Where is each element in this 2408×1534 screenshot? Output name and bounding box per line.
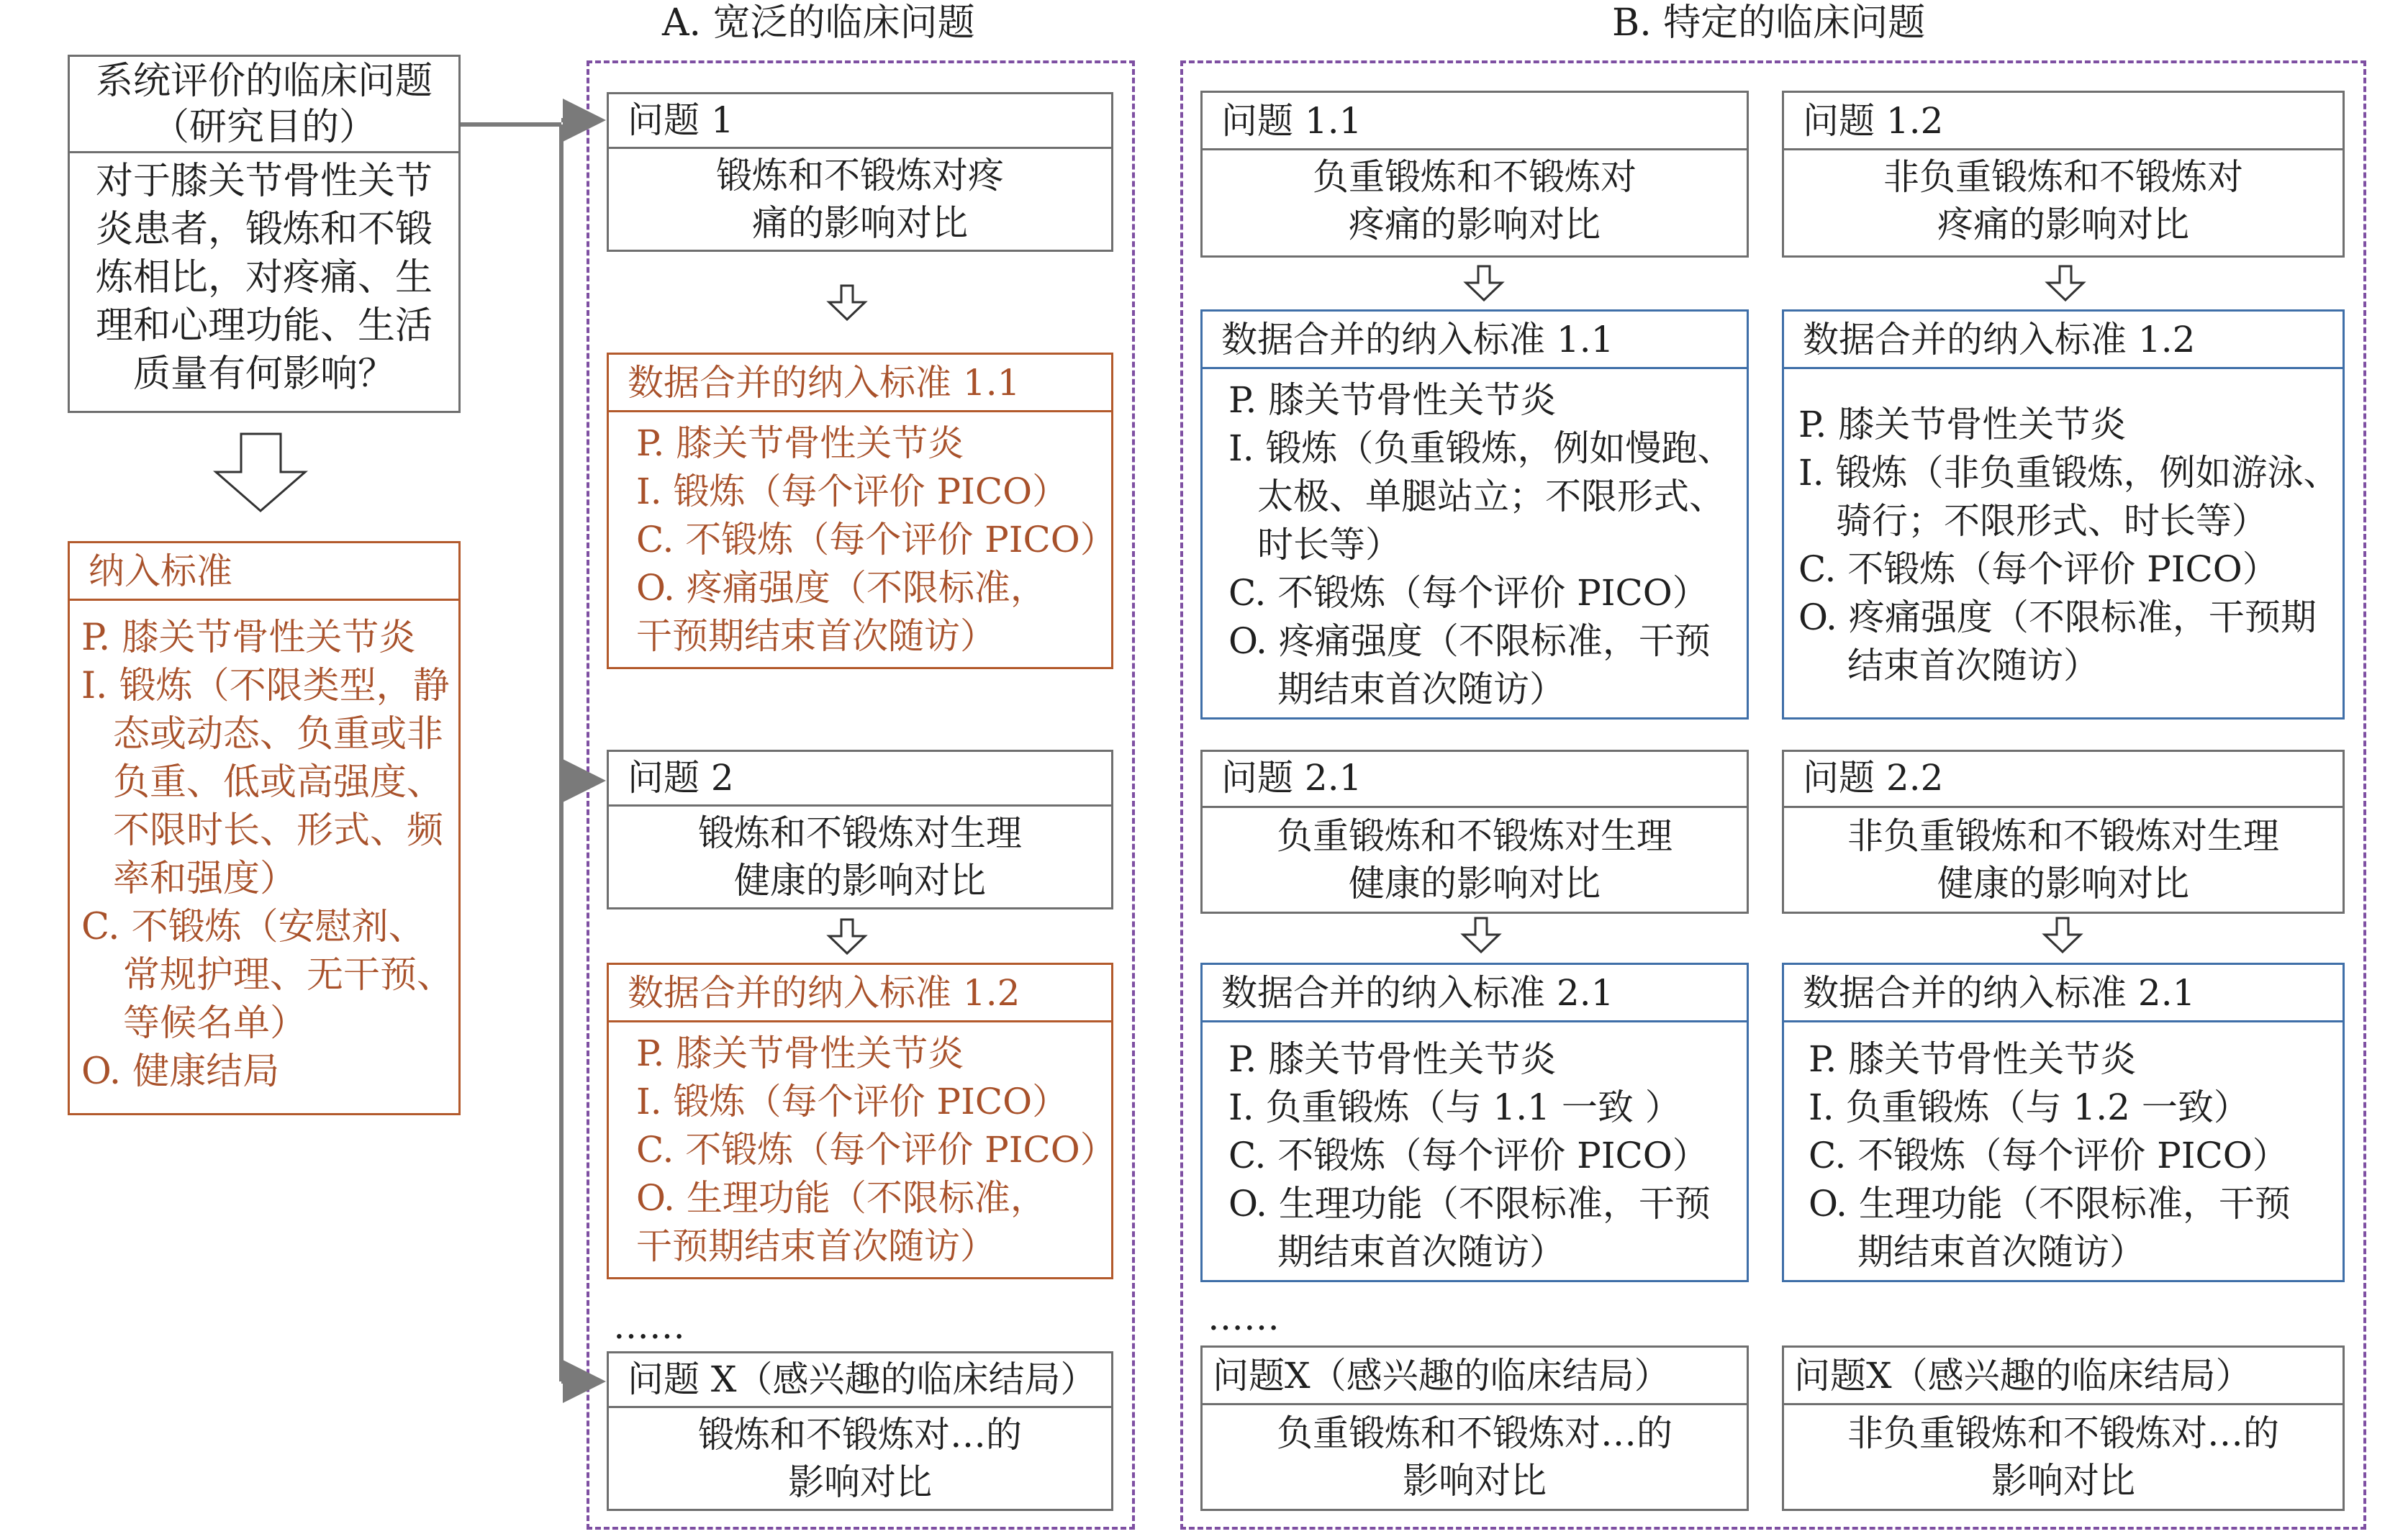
criteria-line: 骑行；不限形式、时长等） — [1836, 500, 2268, 542]
question-line: 影响对比 — [788, 1461, 932, 1503]
specific-question-x-2 — [1782, 1345, 2345, 1511]
criteria-line: 结束首次随访） — [1847, 645, 2099, 686]
review-question-line: 对于膝关节骨性关节 — [95, 160, 433, 203]
specific-criteria-2-1-title: 数据合并的纳入标准 2.1 — [1203, 965, 1747, 1022]
criteria-line: 期结束首次随访） — [1277, 668, 1565, 710]
criteria-line: 期结束首次随访） — [1857, 1231, 2145, 1273]
question-line: 非负重锻炼和不锻炼对…的 — [1847, 1412, 2279, 1454]
broad-question-1-title: 问题 1 — [609, 94, 1111, 149]
broad-criteria-1-1-title: 数据合并的纳入标准 1.1 — [609, 355, 1111, 412]
inclusion-line: I. 锻炼（不限类型，静 — [81, 665, 450, 707]
review-question-subtitle: （研究目的） — [151, 106, 376, 149]
review-question-box — [68, 55, 461, 413]
criteria-line: I. 锻炼（负重锻炼，例如慢跑、 — [1228, 427, 1734, 469]
question-line: 健康的影响对比 — [734, 860, 986, 902]
criteria-line: C. 不锻炼（每个评价 PICO） — [1809, 1135, 2289, 1176]
criteria-line: P. 膝关节骨性关节炎 — [636, 422, 964, 464]
criteria-line: P. 膝关节骨性关节炎 — [1228, 1038, 1557, 1080]
question-line: 健康的影响对比 — [1349, 863, 1601, 904]
criteria-line: O. 疼痛强度（不限标准，干预 — [1228, 620, 1711, 662]
criteria-line: I. 负重锻炼（与 1.1 一致 ） — [1228, 1086, 1681, 1128]
question-line: 非负重锻炼和不锻炼对生理 — [1847, 815, 2279, 857]
criteria-line: O. 疼痛强度（不限标准， — [636, 567, 1046, 609]
criteria-line: O. 疼痛强度（不限标准，干预期 — [1798, 596, 2317, 638]
review-question-line: 炎患者，锻炼和不锻 — [95, 208, 433, 251]
criteria-line: P. 膝关节骨性关节炎 — [1798, 404, 2127, 445]
specific-criteria-1-2-title: 数据合并的纳入标准 1.2 — [1784, 312, 2343, 369]
specific-question-2-1 — [1200, 750, 1749, 914]
criteria-line: 太极、单腿站立；不限形式、 — [1257, 476, 1725, 517]
criteria-line: 时长等） — [1257, 524, 1401, 566]
inclusion-line: 率和强度） — [113, 858, 297, 900]
specific-question-x-1 — [1200, 1345, 1749, 1511]
broad-question-x-title: 问题 X（感兴趣的临床结局） — [609, 1353, 1111, 1408]
specific-criteria-2-1 — [1200, 963, 1749, 1282]
specific-question-2-1-title: 问题 2.1 — [1203, 752, 1747, 808]
question-line: 锻炼和不锻炼对疼 — [716, 155, 1004, 196]
question-line: 健康的影响对比 — [1937, 863, 2189, 904]
inclusion-line: 负重、低或高强度、 — [113, 761, 444, 804]
specific-question-1-2 — [1782, 91, 2345, 258]
question-line: 疼痛的影响对比 — [1937, 204, 2189, 245]
specific-criteria-2-2-title: 数据合并的纳入标准 2.1 — [1784, 965, 2343, 1022]
question-line: 痛的影响对比 — [752, 202, 968, 244]
question-line: 锻炼和不锻炼对生理 — [698, 812, 1022, 854]
inclusion-criteria-title: 纳入标准 — [70, 543, 458, 601]
specific-question-2-2-title: 问题 2.2 — [1784, 752, 2343, 808]
specific-criteria-1-2 — [1782, 309, 2345, 720]
question-line: 影响对比 — [1991, 1460, 2135, 1502]
criteria-line: I. 锻炼（每个评价 PICO） — [636, 1081, 1069, 1122]
question-line: 影响对比 — [1403, 1460, 1547, 1502]
inclusion-line: 等候名单） — [123, 1002, 307, 1045]
inclusion-line: 常规护理、无干预、 — [123, 954, 454, 997]
inclusion-line: C. 不锻炼（安慰剂、 — [81, 906, 425, 948]
inclusion-line: 不限时长、形式、频 — [113, 809, 444, 852]
review-question-line: 质量有何影响？ — [132, 353, 395, 396]
question-line: 疼痛的影响对比 — [1349, 204, 1601, 245]
section-a-title: A. 宽泛的临床问题 — [662, 1, 975, 45]
broad-criteria-1-2 — [607, 963, 1116, 1279]
review-question-title: 系统评价的临床问题 — [95, 60, 433, 103]
criteria-line: 期结束首次随访） — [1277, 1231, 1565, 1273]
criteria-line: 干预期结束首次随访） — [636, 1225, 996, 1267]
broad-question-2 — [607, 750, 1113, 909]
specific-criteria-2-2 — [1782, 963, 2345, 1282]
specific-question-x-1-title: 问题X（感兴趣的临床结局） — [1203, 1348, 1747, 1405]
question-line: 负重锻炼和不锻炼对生理 — [1277, 815, 1673, 857]
criteria-line: C. 不锻炼（每个评价 PICO） — [1228, 572, 1708, 614]
broad-ellipsis: …… — [613, 1305, 685, 1347]
specific-question-1-1 — [1200, 91, 1749, 258]
specific-question-x-2-title: 问题X（感兴趣的临床结局） — [1784, 1348, 2343, 1405]
criteria-line: C. 不锻炼（每个评价 PICO） — [1798, 548, 2278, 590]
inclusion-line: 态或动态、负重或非 — [113, 713, 444, 755]
criteria-line: P. 膝关节骨性关节炎 — [636, 1032, 964, 1074]
criteria-line: I. 锻炼（每个评价 PICO） — [636, 471, 1069, 512]
review-question-line: 炼相比，对疼痛、生 — [95, 256, 433, 299]
criteria-line: C. 不锻炼（每个评价 PICO） — [636, 1129, 1116, 1171]
specific-criteria-1-1 — [1200, 309, 1749, 720]
question-line: 非负重锻炼和不锻炼对 — [1883, 156, 2243, 198]
criteria-line: P. 膝关节骨性关节炎 — [1228, 379, 1557, 421]
criteria-line: P. 膝关节骨性关节炎 — [1809, 1038, 2137, 1080]
question-line: 负重锻炼和不锻炼对…的 — [1277, 1412, 1673, 1454]
broad-question-2-title: 问题 2 — [609, 752, 1111, 807]
broad-question-x — [607, 1351, 1113, 1511]
criteria-line: I. 锻炼（非负重锻炼，例如游泳、 — [1798, 452, 2340, 494]
question-line: 负重锻炼和不锻炼对 — [1313, 156, 1637, 198]
criteria-line: 干预期结束首次随访） — [636, 615, 996, 657]
criteria-line: O. 生理功能（不限标准， — [636, 1177, 1046, 1219]
review-question-line: 理和心理功能、生活 — [95, 304, 433, 348]
section-b-title: B. 特定的临床问题 — [1612, 1, 1926, 45]
specific-criteria-1-1-title: 数据合并的纳入标准 1.1 — [1203, 312, 1747, 369]
broad-criteria-1-2-title: 数据合并的纳入标准 1.2 — [609, 965, 1111, 1022]
broad-criteria-1-1 — [607, 353, 1116, 669]
specific-ellipsis: …… — [1208, 1297, 1280, 1338]
specific-question-2-2 — [1782, 750, 2345, 914]
criteria-line: C. 不锻炼（每个评价 PICO） — [636, 519, 1116, 560]
inclusion-line: O. 健康结局 — [81, 1050, 280, 1093]
criteria-line: O. 生理功能（不限标准，干预 — [1228, 1183, 1711, 1225]
specific-question-1-2-title: 问题 1.2 — [1784, 93, 2343, 150]
inclusion-line: P. 膝关节骨性关节炎 — [81, 617, 416, 659]
criteria-line: C. 不锻炼（每个评价 PICO） — [1228, 1135, 1708, 1176]
criteria-line: O. 生理功能（不限标准，干预 — [1809, 1183, 2291, 1225]
inclusion-criteria-box — [68, 541, 461, 1115]
question-line: 锻炼和不锻炼对…的 — [698, 1414, 1022, 1456]
specific-question-1-1-title: 问题 1.1 — [1203, 93, 1747, 150]
broad-question-1 — [607, 92, 1113, 252]
criteria-line: I. 负重锻炼（与 1.2 一致） — [1809, 1086, 2250, 1128]
